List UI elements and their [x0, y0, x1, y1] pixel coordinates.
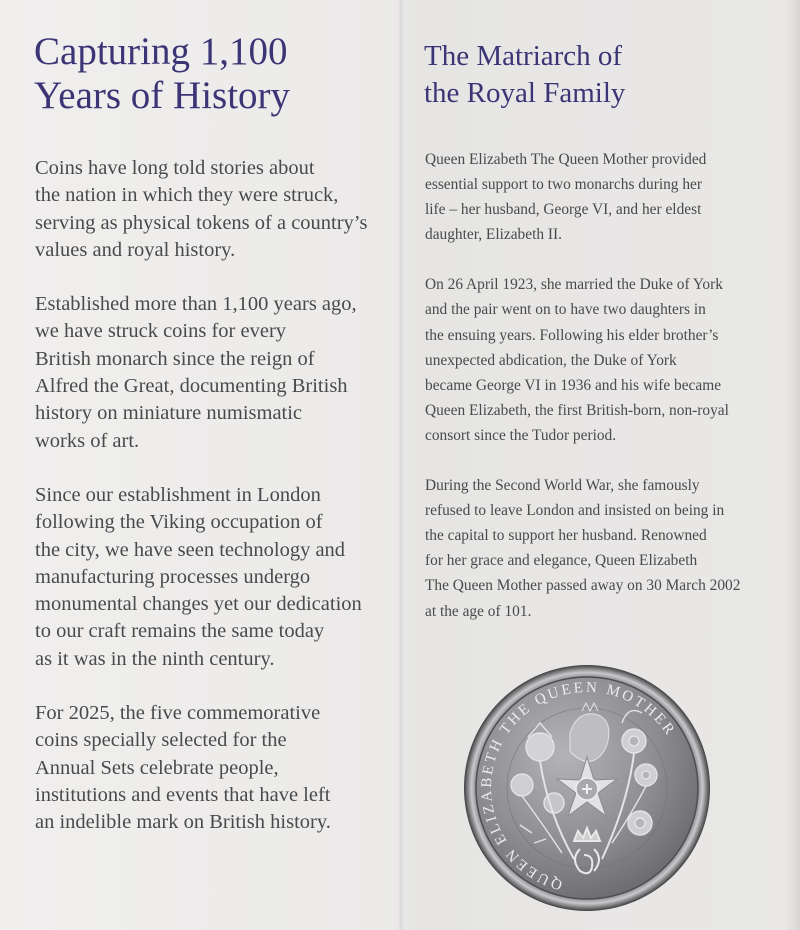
text-line: On 26 April 1923, she married the Duke of York — [425, 276, 723, 294]
right-heading — [424, 38, 764, 112]
left-column — [35, 155, 400, 864]
text-line: serving as physical tokens of a country’s — [35, 211, 368, 234]
text-line: unexpected abdication, the Duke of York — [425, 351, 677, 369]
text-line: refused to leave London and insisted on being in — [425, 502, 725, 520]
text-line: life – her husband, George VI, and her eldest — [425, 201, 702, 219]
paragraph-history-intro — [35, 155, 400, 264]
text-line: Queen Elizabeth The Queen Mother provided — [425, 151, 707, 168]
text-line: British monarch since the reign of — [35, 347, 315, 370]
text-line: history on miniature numismatic — [35, 402, 303, 425]
text-line: the ensuing years. Following his elder brother’s — [425, 326, 719, 344]
text-line: and the pair went on to have two daughters in — [425, 301, 706, 319]
text-line: essential support to two monarchs during her — [425, 176, 702, 194]
text-line: works of art. — [35, 429, 140, 452]
paragraph-established — [35, 291, 400, 455]
paragraph-london — [35, 482, 400, 673]
paragraph-war — [425, 473, 780, 624]
text-line: at the age of 101. — [425, 602, 532, 620]
paragraph-marriage — [425, 272, 780, 448]
heading-line: Capturing 1,100 — [34, 30, 288, 73]
text-line: to our craft remains the same today — [35, 620, 325, 643]
left-heading — [34, 30, 394, 118]
text-line: values and royal history. — [35, 238, 236, 261]
text-line: coins specially selected for the — [35, 729, 287, 752]
text-line: following the Viking occupation of — [35, 511, 323, 534]
text-line: the nation in which they were struck, — [35, 184, 339, 207]
text-line: Since our establishment in London — [35, 483, 321, 506]
text-line: Coins have long told stories about — [35, 157, 315, 179]
page-edge — [786, 0, 800, 930]
heading-line: Years of History — [34, 74, 291, 117]
text-line: consort since the Tudor period. — [425, 426, 617, 444]
text-line: as it was in the ninth century. — [35, 647, 275, 670]
text-line: During the Second World War, she famously — [425, 477, 700, 495]
text-line: daughter, Elizabeth II. — [425, 226, 562, 244]
text-line: The Queen Mother passed away on 30 March 2002 — [425, 577, 741, 595]
right-column — [425, 147, 780, 649]
text-line: the capital to support her husband. Renowned — [425, 527, 707, 545]
text-line: the city, we have seen technology and — [35, 538, 346, 561]
text-line: for her grace and elegance, Queen Elizabeth — [425, 552, 698, 570]
text-line: For 2025, the five commemorative — [35, 702, 321, 725]
text-line: manufacturing processes undergo — [35, 565, 311, 588]
heading-line: The Matriarch of — [424, 40, 623, 72]
text-line: Established more than 1,100 years ago, — [35, 293, 357, 316]
text-line: institutions and events that have left — [35, 783, 331, 806]
text-line: Alfred the Great, documenting British — [35, 375, 348, 398]
coin-legend: QUEEN ELIZABETH THE QUEEN MOTHER — [478, 679, 679, 893]
coin-image — [462, 663, 712, 913]
text-line: Annual Sets celebrate people, — [35, 756, 279, 779]
paragraph-2025 — [35, 700, 400, 836]
text-line: an indelible mark on British history. — [35, 811, 331, 834]
text-line: Queen Elizabeth, the first British-born, non-royal — [425, 401, 729, 419]
text-line: became George VI in 1936 and his wife became — [425, 376, 722, 394]
commemorative-coin — [462, 663, 712, 913]
heading-line: the Royal Family — [424, 77, 626, 109]
text-line: we have struck coins for every — [35, 320, 287, 343]
text-line: monumental changes yet our dedication — [35, 593, 362, 616]
paragraph-support — [425, 147, 780, 247]
